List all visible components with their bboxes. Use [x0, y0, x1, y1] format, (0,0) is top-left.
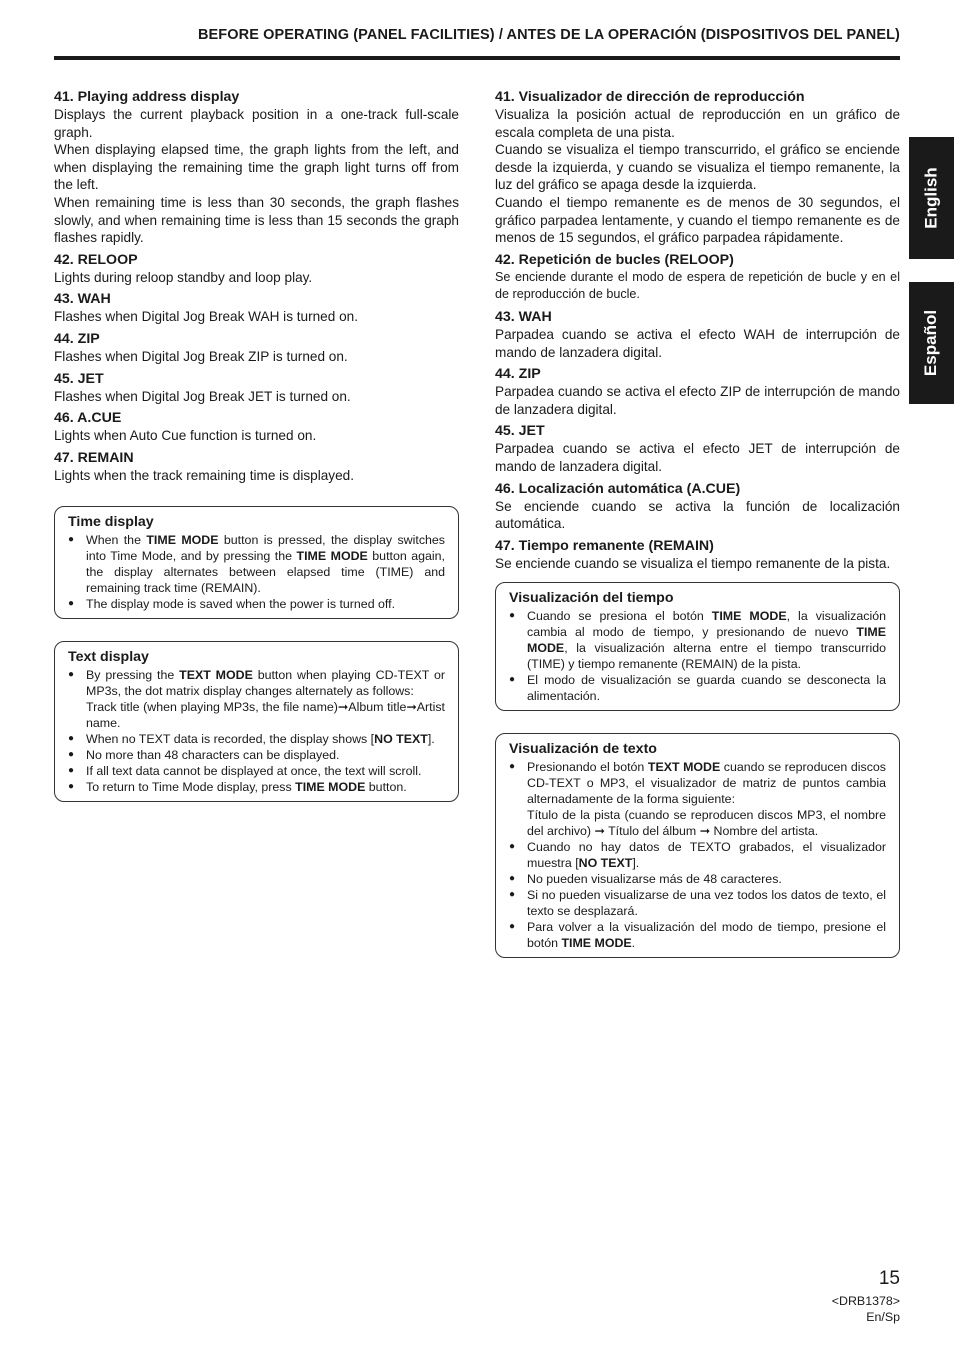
page-header: BEFORE OPERATING (PANEL FACILITIES) / ANTES DE LA OPERACIÓN (DISPOSITIVOS DEL PANEL)	[197, 27, 900, 43]
section-45-es	[495, 422, 900, 475]
section-42-es	[495, 251, 900, 304]
bullet-item: ● El modo de visualización se guarda cuando se desconecta la alimentación.	[509, 672, 886, 704]
box-title: Text display	[68, 649, 149, 666]
section-43-en	[54, 290, 459, 326]
section-text: Cuando se visualiza el tiempo transcurrido, el gráfico se enciende desde la izquierda, y cuando se visualiza el tiempo remanente, la luz del gráfico se apaga desde la izquierda.	[495, 142, 900, 193]
section-text: Se enciende durante el modo de espera de repetición de bucle y en el de reproducción de bucle.	[495, 269, 900, 302]
time-display-box-es	[495, 582, 900, 711]
section-41-es	[495, 88, 900, 247]
box-title: Visualización del tiempo	[509, 590, 674, 607]
section-44-es	[495, 365, 900, 418]
section-text: When displaying elapsed time, the graph lights from the left, and when displaying the remaining time the graph light turns off from the left.	[54, 142, 459, 193]
section-title: 41. Visualizador de dirección de reproducción	[495, 89, 805, 105]
bullet-item: ● When the TIME MODE button is pressed, the display switches into Time Mode, and by pressing the TIME MODE button again, the display alternates between elapsed time (TIME) and remaining track time (REMAIN).	[68, 532, 445, 596]
section-text: Lights during reloop standby and loop play.	[54, 269, 313, 285]
section-41-en	[54, 88, 459, 247]
box-title: Visualización de texto	[509, 741, 657, 758]
section-title: 43. WAH	[495, 308, 552, 325]
section-title: 47. REMAIN	[54, 449, 134, 466]
section-46-es	[495, 480, 900, 533]
section-47-en	[54, 449, 459, 485]
section-title: 44. ZIP	[54, 330, 100, 347]
section-title: 44. ZIP	[495, 366, 541, 383]
time-display-box	[54, 506, 459, 619]
bullet-item: ● By pressing the TEXT MODE button when playing CD-TEXT or MP3s, the dot matrix display changes alternately as follows: Track title (when playing MP3s, the file name)➞Album title➞Artist name.	[68, 667, 445, 731]
section-title: 47. Tiempo remanente (REMAIN)	[495, 537, 714, 554]
section-43-es	[495, 308, 900, 361]
tab-espanol-label: Español	[921, 309, 941, 377]
document-code-id: <DRB1378>	[831, 1294, 900, 1308]
section-text: Cuando el tiempo remanente es de menos de 30 segundos, el gráfico parpadea lentamente, y cuando el tiempo remanente es de menos de 15 segundos, el gráfico parpadea rápidamente.	[495, 194, 900, 246]
bullet-item: ● Presionando el botón TEXT MODE cuando se reproducen discos CD-TEXT o MP3, el visualizador de matriz de puntos cambia alternadamente de la forma siguiente: Título de la pista (cuando se reproducen discos MP3, el nombre del archivo) ➞ Título del álbum ➞ Nombre del artista.	[509, 759, 886, 839]
spanish-column	[495, 88, 900, 958]
section-text: Parpadea cuando se activa el efecto ZIP de interrupción de mando de lanzadera digital.	[495, 384, 900, 417]
bullet-item: ● If all text data cannot be displayed at once, the text will scroll.	[68, 763, 445, 779]
tab-english-label: English	[921, 167, 941, 229]
box-title: Time display	[68, 514, 154, 531]
tab-espanol	[909, 282, 954, 404]
section-title: 45. JET	[54, 370, 104, 387]
section-44-en	[54, 330, 459, 366]
section-title: 43. WAH	[54, 291, 111, 308]
section-title: 46. A.CUE	[54, 410, 122, 427]
section-47-es	[495, 537, 900, 573]
section-45-en	[54, 370, 459, 406]
section-text: Flashes when Digital Jog Break JET is turned on.	[54, 388, 351, 404]
text-display-box	[54, 641, 459, 802]
text-display-box-es	[495, 733, 900, 958]
bullet-item: ● To return to Time Mode display, press TIME MODE button.	[68, 779, 445, 795]
section-46-en	[54, 409, 459, 445]
bullet-item: ● No pueden visualizarse más de 48 caracteres.	[509, 871, 886, 887]
bullet-item: ● Para volver a la visualización del modo de tiempo, presione el botón TIME MODE.	[509, 919, 886, 951]
bullet-item: ● When no TEXT data is recorded, the display shows [NO TEXT].	[68, 731, 445, 747]
header-rule	[54, 56, 900, 60]
bullet-item: ● No more than 48 characters can be displayed.	[68, 747, 445, 763]
section-title: 45. JET	[495, 423, 545, 440]
document-language: En/Sp	[866, 1310, 900, 1324]
section-title: 42. RELOOP	[54, 251, 138, 268]
section-text: Lights when Auto Cue function is turned on.	[54, 428, 317, 444]
bullet-item: ● Cuando no hay datos de TEXTO grabados, el visualizador muestra [NO TEXT].	[509, 839, 886, 871]
section-text: Flashes when Digital Jog Break WAH is turned on.	[54, 309, 358, 325]
section-text: Se enciende cuando se visualiza el tiempo remanente de la pista.	[495, 555, 891, 571]
section-text: Se enciende cuando se activa la función de localización automática.	[495, 498, 900, 532]
bullet-item: ● Si no pueden visualizarse de una vez todos los datos de texto, el texto se desplazará.	[509, 887, 886, 919]
section-title: 41. Playing address display	[54, 89, 240, 105]
bullet-item: ● The display mode is saved when the power is turned off.	[68, 596, 445, 612]
section-title: 46. Localización automática (A.CUE)	[495, 480, 741, 497]
section-text: Parpadea cuando se activa el efecto JET de interrupción de mando de lanzadera digital.	[495, 441, 900, 474]
tab-english	[909, 137, 954, 259]
section-text: Parpadea cuando se activa el efecto WAH de interrupción de mando de lanzadera digital.	[495, 326, 900, 360]
english-column	[54, 88, 459, 802]
document-code	[832, 1293, 900, 1325]
section-text: Lights when the track remaining time is displayed.	[54, 467, 354, 483]
section-text: When remaining time is less than 30 seconds, the graph flashes slowly, and when remaining time is less than 15 seconds the graph flashes rapidly.	[54, 194, 459, 246]
section-title: 42. Repetición de bucles (RELOOP)	[495, 251, 734, 268]
section-text: Displays the current playback position in a one-track full-scale graph.	[54, 107, 459, 140]
bullet-item: ● Cuando se presiona el botón TIME MODE, la visualización cambia al modo de tiempo, y presionando de nuevo TIME MODE, la visualización alterna entre el tiempo transcurrido (TIME) y tiempo remanente (REMAIN) de la pista.	[509, 608, 886, 672]
page-number: 15	[878, 1268, 900, 1289]
section-42-en	[54, 251, 459, 287]
section-text: Visualiza la posición actual de reproducción en un gráfico de escala completa de una pista.	[495, 107, 900, 140]
section-text: Flashes when Digital Jog Break ZIP is turned on.	[54, 348, 348, 364]
